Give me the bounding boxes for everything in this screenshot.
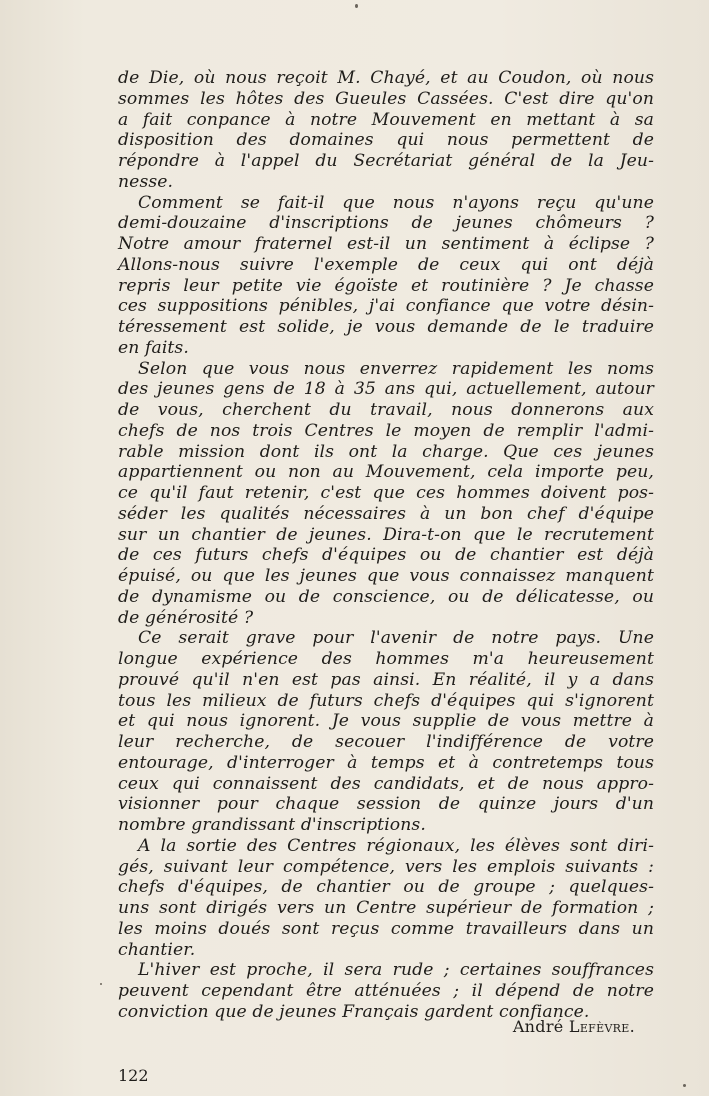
text-line: répondre à l'appel du Secrétariat général de la Jeu- bbox=[118, 151, 654, 171]
paper-speck bbox=[355, 4, 358, 8]
page-number: 122 bbox=[118, 1066, 149, 1085]
text-line: nesse. bbox=[118, 171, 174, 192]
text-line: gés, suivant leur compétence, vers les emplois suivants : bbox=[118, 856, 654, 877]
text-line: de vous, cherchent du travail, nous donnerons aux bbox=[118, 400, 654, 420]
text-line: A la sortie des Centres régionaux, les élèves sont diri- bbox=[138, 835, 654, 856]
text-line: Notre amour fraternel est-il un sentiment à éclipse ? bbox=[118, 234, 654, 254]
body-text bbox=[118, 68, 654, 1023]
text-line: Comment se fait-il que nous n'ayons reçu qu'une bbox=[138, 192, 654, 213]
text-line: prouvé qu'il n'en est pas ainsi. En réalité, il y a dans bbox=[118, 669, 654, 690]
text-line: conviction que de jeunes Français gardent confiance. bbox=[118, 1001, 590, 1022]
text-line: peuvent cependant être atténuées ; il dépend de notre bbox=[118, 981, 654, 1001]
text-line: de Die, où nous reçoit M. Chayé, et au Coudon, où nous bbox=[118, 68, 654, 88]
text-line: longue expérience des hommes m'a heureusement bbox=[118, 649, 654, 669]
text-line: séder les qualités nécessaires à un bon chef d'équipe bbox=[118, 503, 654, 524]
text-line: les moins doués sont reçus comme travailleurs dans un bbox=[118, 918, 654, 939]
text-line: demi-douzaine d'inscriptions de jeunes chômeurs ? bbox=[118, 213, 654, 234]
text-line: Allons-nous suivre l'exemple de ceux qui ont déjà bbox=[118, 254, 654, 275]
paper-speck bbox=[683, 1084, 686, 1087]
text-line: chefs d'équipes, de chantier ou de groupe ; quelques- bbox=[118, 877, 654, 898]
text-line: repris leur petite vie égoïste et routinière ? Je chasse bbox=[118, 275, 654, 296]
text-line: ceux qui connaissent des candidats, et de nous appro- bbox=[118, 773, 654, 794]
text-line: ces suppositions pénibles, j'ai confiance que votre désin- bbox=[118, 296, 654, 317]
text-line: L'hiver est proche, il sera rude ; certaines souffrances bbox=[138, 960, 654, 981]
signature-first-name: André bbox=[512, 1017, 564, 1036]
text-line: visionner pour chaque session de quinze jours d'un bbox=[118, 794, 654, 815]
text-line: entourage, d'interroger à temps et à contretemps tous bbox=[118, 752, 654, 773]
text-line: disposition des domaines qui nous permettent de bbox=[118, 130, 654, 151]
text-line: appartiennent ou non au Mouvement, cela importe peu, bbox=[118, 462, 654, 483]
text-line: téressement est solide, je vous demande de le traduire bbox=[118, 317, 654, 337]
text-line: sur un chantier de jeunes. Dira-t-on que le recrutement bbox=[118, 524, 654, 545]
text-line: Selon que vous nous enverrez rapidement les noms bbox=[138, 358, 654, 379]
text-line: leur recherche, de secouer l'indifférence de votre bbox=[118, 732, 654, 752]
text-line: Ce serait grave pour l'avenir de notre pays. Une bbox=[138, 628, 654, 649]
text-line: de ces futurs chefs d'équipes ou de chantier est déjà bbox=[118, 545, 654, 566]
signature-period: . bbox=[629, 1017, 635, 1036]
text-line: rable mission dont ils ont la charge. Que ces jeunes bbox=[118, 441, 654, 462]
text-line: uns sont dirigés vers un Centre supérieur de formation ; bbox=[118, 898, 654, 918]
text-line: et qui nous ignorent. Je vous supplie de vous mettre à bbox=[118, 711, 654, 732]
text-line: tous les milieux de futurs chefs d'équipes qui s'ignorent bbox=[118, 690, 654, 711]
text-line: nombre grandissant d'inscriptions. bbox=[118, 815, 426, 835]
text-line: a fait conpance à notre Mouvement en mettant à sa bbox=[118, 109, 654, 130]
text-line: de dynamisme ou de conscience, ou de délicatesse, ou bbox=[118, 586, 654, 607]
author-signature bbox=[513, 1017, 635, 1036]
text-line: en faits. bbox=[118, 337, 189, 358]
text-line: des jeunes gens de 18 à 35 ans qui, actuellement, autour bbox=[118, 379, 654, 400]
text-line: chantier. bbox=[118, 939, 196, 960]
text-line: de générosité ? bbox=[118, 607, 254, 628]
text-line: chefs de nos trois Centres le moyen de remplir l'admi- bbox=[118, 420, 654, 441]
paper-speck bbox=[100, 983, 102, 985]
signature-last-name: Lefèvre bbox=[568, 1017, 630, 1036]
text-line: ce qu'il faut retenir, c'est que ces hommes doivent pos- bbox=[118, 483, 654, 503]
text-line: épuisé, ou que les jeunes que vous connaissez manquent bbox=[118, 566, 654, 586]
text-line: sommes les hôtes des Gueules Cassées. C'est dire qu'on bbox=[118, 88, 654, 109]
